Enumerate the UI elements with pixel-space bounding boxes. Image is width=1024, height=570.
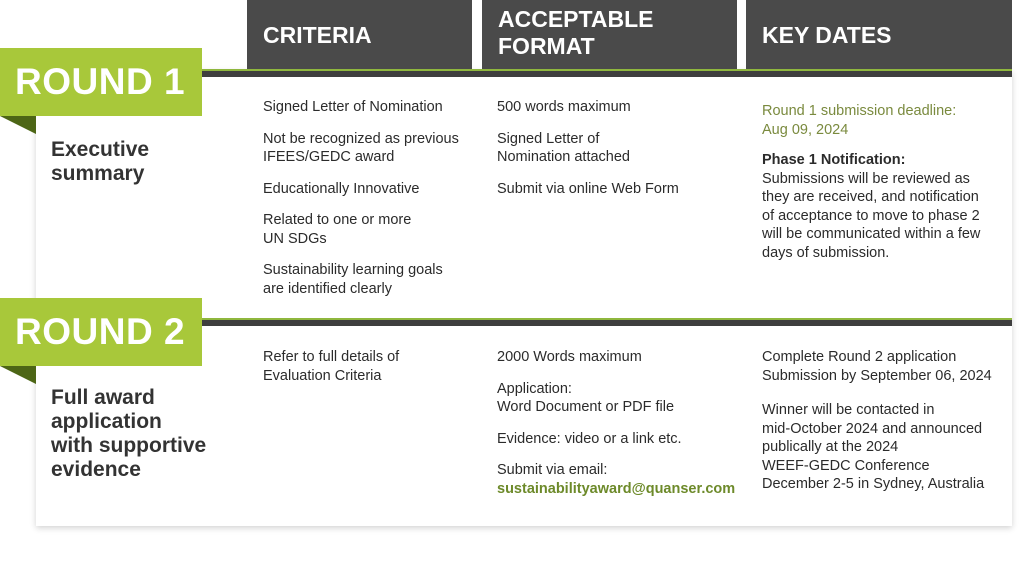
round1-format-list (497, 98, 737, 211)
acceptable-format-header-label: ACCEPTABLE FORMAT (498, 6, 654, 59)
round2-label: ROUND 2 (15, 311, 186, 352)
list-item: Evidence: video or a link etc. (497, 430, 682, 447)
list-item: 500 words maximum (497, 99, 631, 115)
round2-criteria-list (263, 348, 478, 398)
list-item: Signed Letter of Nomination attached (497, 130, 630, 165)
round2-key-dates (762, 348, 1012, 507)
list-item: Winner will be contacted in mid-October 2024 and announced publically at the 2024 WEEF-GEDC Conference December 2-5 in Sydney, Australia (762, 402, 985, 492)
list-item: Refer to full details of Evaluation Criteria (263, 349, 400, 384)
criteria-header-label: CRITERIA (263, 21, 372, 48)
round1-subtitle: Executive summary (51, 138, 150, 185)
list-item: Not be recognized as previous IFEES/GEDC award (263, 130, 459, 165)
list-item: Signed Letter of Nomination (263, 99, 443, 115)
list-item: Complete Round 2 application Submission by September 06, 2024 (762, 349, 992, 384)
round1-label-box (0, 48, 202, 116)
criteria-header (247, 0, 472, 70)
list-item: Submit via online Web Form (497, 180, 679, 197)
list-item: Educationally Innovative (263, 180, 420, 197)
email-link[interactable]: sustainabilityaward@quanser.com (497, 480, 736, 497)
round1-divider-bar (202, 71, 1012, 77)
round1-label: ROUND 1 (15, 61, 186, 102)
round2-label-box (0, 298, 202, 366)
acceptable-format-header (482, 0, 737, 70)
round2-format-list (497, 348, 752, 511)
list-item: Application: Word Document or PDF file (497, 380, 675, 415)
round1-deadline: Round 1 submission deadline: Aug 09, 2024 (762, 103, 957, 138)
round2-label-fold (0, 366, 36, 384)
round2-subtitle: Full award application with supportive evidence (51, 386, 207, 481)
list-item: Submit via email: sustainabilityaward@quanser.com (497, 462, 736, 497)
round2-divider-bar (202, 320, 1012, 326)
round1-label-fold (0, 116, 36, 134)
round1-key-dates (762, 102, 1007, 262)
round1-criteria-list (263, 98, 478, 311)
key-dates-header-label: KEY DATES (762, 21, 892, 48)
round1-notification: Phase 1 Notification: Submissions will be reviewed as they are received, and notification of acceptance to move to phase 2 will be communicated within a few days of submission. (762, 152, 981, 261)
key-dates-header (746, 0, 1012, 70)
list-item: 2000 Words maximum (497, 349, 642, 365)
list-item: Related to one or more UN SDGs (263, 212, 412, 247)
list-item: Sustainability learning goals are identified clearly (263, 262, 443, 297)
